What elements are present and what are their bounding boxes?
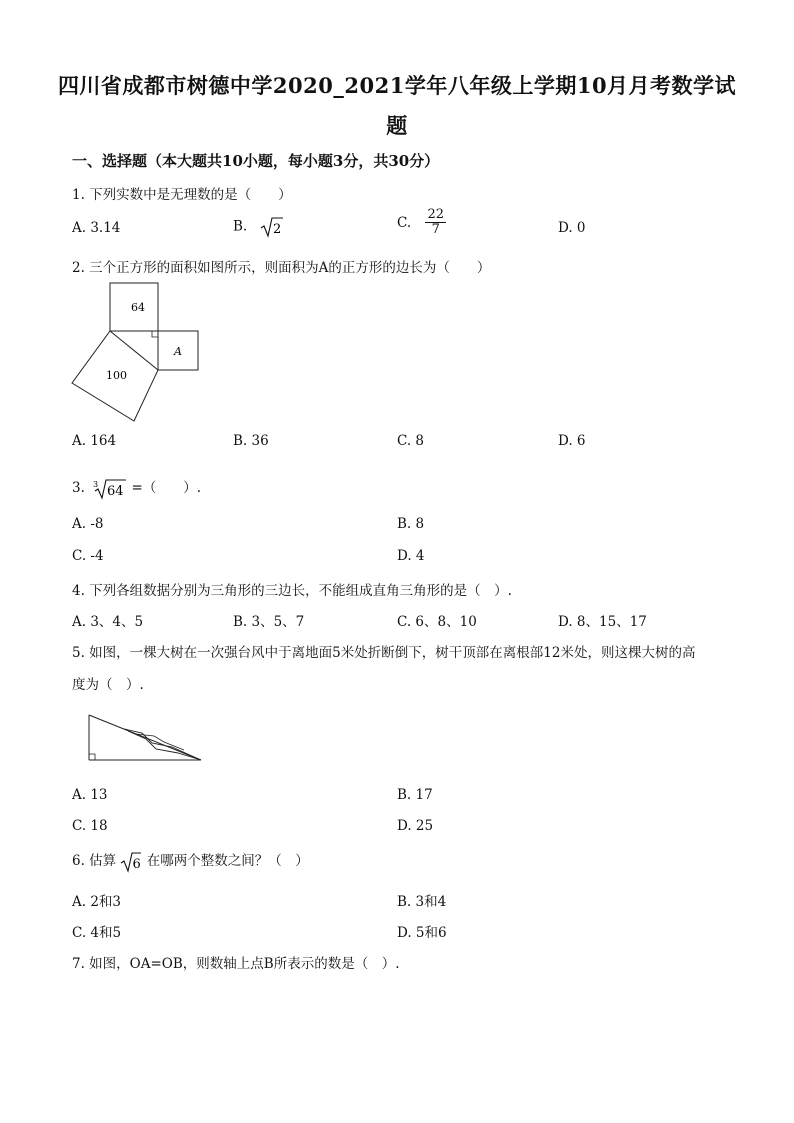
- q5-broken-tree-figure: [84, 712, 206, 764]
- q1-option-b-label: B.: [233, 218, 248, 235]
- q1-stem: 1. 下列实数中是无理数的是（ ）: [72, 187, 292, 203]
- q6-option-d: D. 5和6: [397, 925, 447, 941]
- q4-option-b: B. 3、5、7: [233, 614, 305, 630]
- sqrt-symbol-icon: [260, 216, 284, 238]
- q1-option-c-label: C.: [397, 214, 412, 231]
- q3-suffix: =（ ）.: [131, 480, 202, 496]
- q5-option-b: B. 17: [397, 787, 433, 803]
- q5-option-a: A. 13: [72, 787, 108, 803]
- q2-label-a: A: [174, 345, 182, 358]
- cube-root-symbol-icon: [93, 478, 127, 500]
- q3-option-c: C. -4: [72, 548, 104, 564]
- q7-stem: 7. 如图，OA=OB，则数轴上点B所表示的数是（ ）.: [72, 956, 400, 972]
- q3-option-a: A. -8: [72, 516, 104, 532]
- q4-option-d: D. 8、15、17: [558, 614, 647, 630]
- q6-prefix: 6. 估算: [72, 853, 117, 869]
- q3-root-index: 3: [93, 479, 99, 489]
- q2-option-c: C. 8: [397, 433, 425, 449]
- q5-option-d: D. 25: [397, 818, 434, 834]
- sqrt-symbol-icon: [120, 851, 142, 873]
- q6-option-c: C. 4和5: [72, 925, 122, 941]
- q6-option-a: A. 2和3: [72, 894, 122, 910]
- exam-title-line1: 四川省成都市树德中学2020_2021学年八年级上学期10月月考数学试: [57, 73, 737, 98]
- q3-stem: [72, 476, 201, 500]
- q3-number: 3.: [72, 480, 85, 496]
- q4-option-a: A. 3、4、5: [72, 614, 144, 630]
- q3-radicand: 64: [107, 483, 124, 499]
- q5-stem-line1: 5. 如图，一棵大树在一次强台风中于离地面5米处折断倒下，树干顶部在离根部12米处，则这棵大树的高: [72, 645, 696, 661]
- q1-option-d: D. 0: [558, 220, 586, 236]
- q6-option-b: B. 3和4: [397, 894, 447, 910]
- q1-option-b: [233, 216, 284, 238]
- q6-stem: [72, 849, 309, 873]
- q3-option-d: D. 4: [397, 548, 425, 564]
- section-heading: 一、选择题（本大题共10小题，每小题3分，共30分）: [72, 152, 440, 170]
- q2-option-d: D. 6: [558, 433, 586, 449]
- q1-option-c-fraction: [425, 208, 446, 237]
- q1-b-radicand: 2: [272, 222, 281, 237]
- q1-option-c: [397, 208, 446, 237]
- q4-stem: 4. 下列各组数据分别为三角形的三边长，不能组成直角三角形的是（ ）.: [72, 583, 512, 599]
- exam-title-line2: 题: [386, 113, 408, 138]
- q1-c-numerator: 22: [427, 207, 444, 222]
- q2-stem: 2. 三个正方形的面积如图所示，则面积为A的正方形的边长为（ ）: [72, 260, 491, 276]
- q2-label-100: 100: [106, 369, 127, 382]
- q1-c-denominator: 7: [431, 222, 440, 237]
- q4-option-c: C. 6、8、10: [397, 614, 477, 630]
- q5-stem-line2: 度为（ ）.: [72, 677, 144, 693]
- q2-squares-figure: [70, 282, 202, 422]
- q2-option-a: A. 164: [72, 433, 117, 449]
- q6-radicand: 6: [132, 856, 142, 872]
- q2-option-b: B. 36: [233, 433, 269, 449]
- q2-label-64: 64: [131, 301, 145, 314]
- q1-option-a: A. 3.14: [72, 220, 121, 236]
- q5-option-c: C. 18: [72, 818, 108, 834]
- q3-option-b: B. 8: [397, 516, 425, 532]
- q6-suffix: 在哪两个整数之间？（ ）: [146, 853, 309, 869]
